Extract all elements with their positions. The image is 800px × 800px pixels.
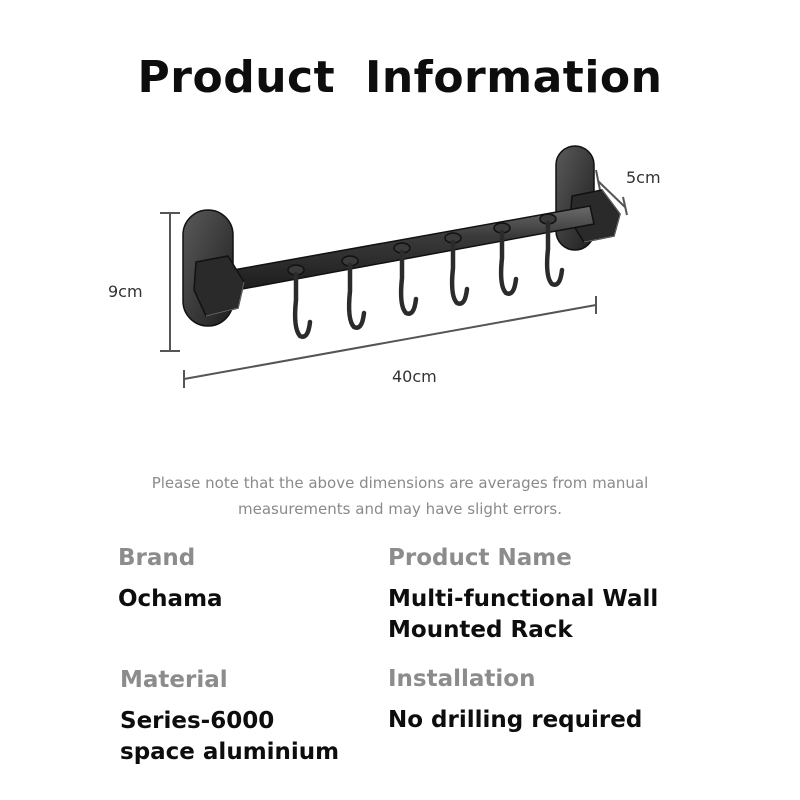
brand-value: Ochama [118, 586, 223, 612]
installation-value: No drilling required [388, 707, 643, 733]
depth-label: 5cm [626, 168, 661, 187]
product-name-value-line-1: Multi-functional Wall [388, 586, 659, 612]
material-value-line-1: Series-6000 [120, 708, 275, 734]
height-dimension-line [160, 213, 180, 351]
installation-label: Installation [388, 666, 536, 692]
length-label: 40cm [392, 367, 437, 386]
material-value-line-2: space aluminium [120, 739, 340, 765]
material-label: Material [120, 667, 228, 693]
right-mounting-plate [556, 146, 620, 250]
product-name-value-line-2: Mounted Rack [388, 617, 573, 643]
length-dimension-line [184, 296, 596, 388]
height-label: 9cm [108, 282, 143, 301]
left-mounting-plate [183, 210, 244, 326]
dimension-note-line-1: Please note that the above dimensions are averages from manual [151, 474, 649, 492]
page-title: Product Information [137, 52, 663, 103]
brand-label: Brand [118, 545, 196, 571]
dimension-note-line-2: measurements and may have slight errors. [238, 500, 562, 518]
product-name-label: Product Name [388, 545, 572, 571]
product-image [0, 130, 800, 410]
